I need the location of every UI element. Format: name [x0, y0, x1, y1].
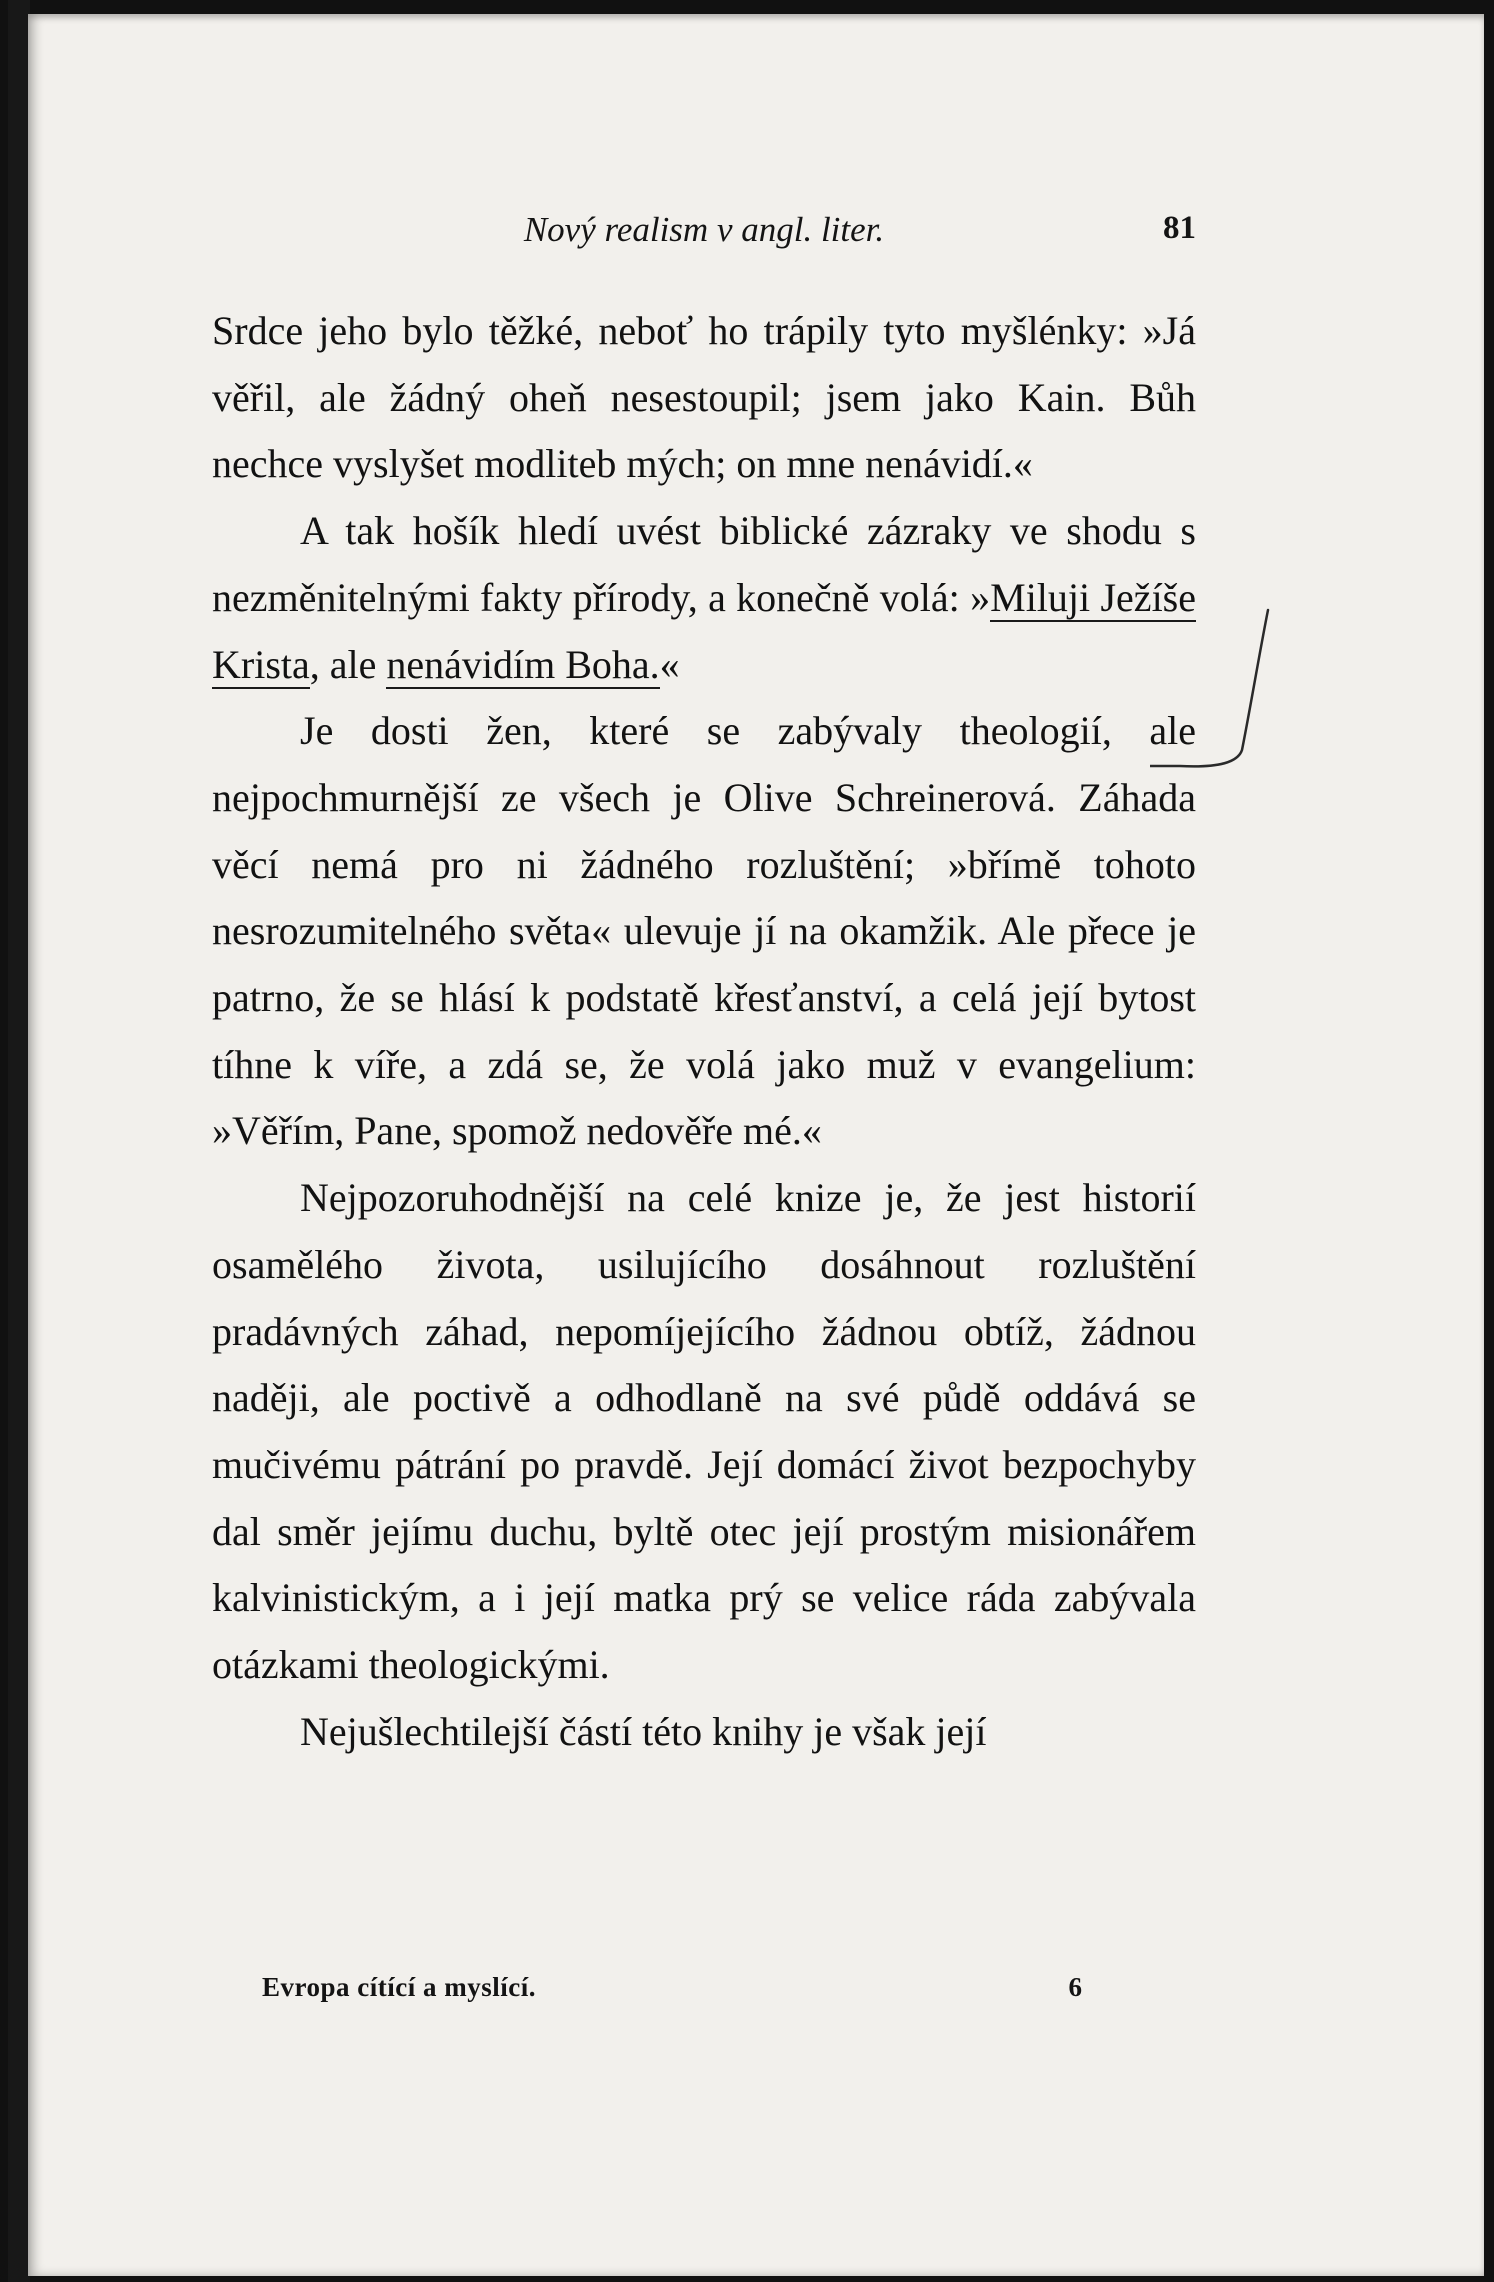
paragraph-text: Nejpozoruhodnější na celé knize je, že jest historií osamělého života, usilujícího dosáhnout rozluštění pradávných záhad, nepomíjejícího žádnou obtíž, žádnou naději, ale poctivě a odhodlaně na své půdě oddává se mučivému pátrání po pravdě. Její domácí život bezpochyby dal směr jejímu duchu, byltě otec její prostým misionářem kalvinistickým, a i její matka prý se velice ráda zabývala otázkami theologickými.	[212, 1175, 1196, 1688]
book-binding-edge	[8, 0, 30, 2282]
paragraph-text: Srdce jeho bylo těžké, neboť ho trápily tyto myšlénky: »Já věřil, ale žádný oheň nesestoupil; jsem jako Kain. Bůh nechce vyslyšet modliteb mých; on mne nenávidí.«	[212, 308, 1196, 487]
paragraph-text: A tak hošík hledí uvést biblické zázraky ve shodu s nezměnitelnými fakty přírody, a konečně volá: »	[212, 508, 1196, 620]
pencil-annotation-mark	[1150, 600, 1280, 780]
paragraph	[212, 498, 1196, 698]
paragraph	[212, 1699, 1196, 1766]
underlined-text: nenávidím Boha.	[386, 641, 660, 687]
paragraph	[212, 298, 1196, 498]
underlined-text: Miluji Ježíše Krista	[212, 574, 1196, 687]
printer-signature-text: Evropa cítící a myslící.	[262, 1972, 536, 2002]
paragraph	[212, 698, 1196, 1165]
paragraph	[212, 1165, 1196, 1699]
running-title: Nový realism v angl. liter.	[523, 210, 885, 249]
paragraph-text: , ale	[309, 641, 387, 687]
paragraph-text: «	[659, 641, 680, 687]
page-number: 81	[1163, 210, 1196, 246]
paragraph-text: Nejušlechtilejší částí této knihy je však její	[300, 1708, 987, 1754]
paragraph-text: Je dosti žen, které se zabývaly theologií, ale nejpochmurnější ze všech je Olive Schreinerová. Záhada věcí nemá pro ni žádného rozluštění; »břímě tohoto nesrozumitelného světa« ulevuje jí na okamžik. Ale přece je patrno, že se hlásí k podstatě křesťanství, a celá její bytost tíhne k víře, a zdá se, že volá jako muž v evangelium: »Věřím, Pane, spomož nedověře mé.«	[212, 708, 1196, 1154]
page-footer	[262, 1972, 1082, 2012]
body-text	[212, 298, 1196, 1765]
printer-signature-number: 6	[1068, 1972, 1082, 2002]
page-header	[212, 210, 1196, 260]
